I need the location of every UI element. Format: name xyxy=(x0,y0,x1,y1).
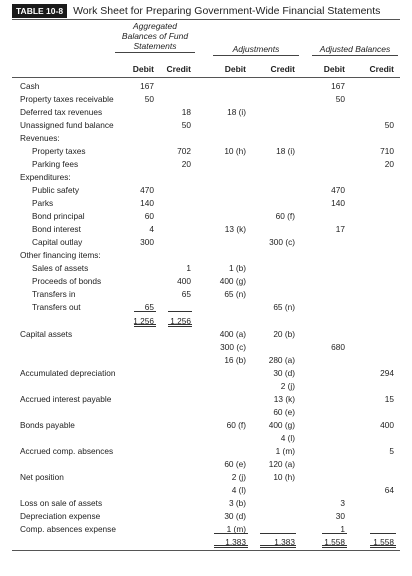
row-label: Sales of assets xyxy=(32,263,89,273)
row-label: Expenditures: xyxy=(20,172,71,182)
cell-c3: 400 (g) xyxy=(219,276,246,286)
row-label: Parking fees xyxy=(32,159,79,169)
table-row xyxy=(0,236,412,248)
total-double-rule xyxy=(134,324,156,327)
cell-c4: 4 (l) xyxy=(280,433,295,443)
cell-c1: 4 xyxy=(149,224,154,234)
table-row xyxy=(0,471,412,483)
row-label: Other financing items: xyxy=(20,250,101,260)
cell-c3: 10 (h) xyxy=(224,146,246,156)
cell-c5: 140 xyxy=(331,198,345,208)
cell-c5: 680 xyxy=(331,342,345,352)
cell-c4: 1 (m) xyxy=(275,446,295,456)
table-row xyxy=(0,171,412,183)
cell-c6: 1,558 xyxy=(373,537,394,547)
cell-c2: 1 xyxy=(186,263,191,273)
total-double-rule xyxy=(322,545,347,548)
cell-c1: 300 xyxy=(140,237,154,247)
cell-c1: 50 xyxy=(144,94,154,104)
cell-c6: 15 xyxy=(384,394,394,404)
col-adjustments-credit: Credit xyxy=(270,64,295,74)
subtotal-rule xyxy=(168,311,192,312)
table-row xyxy=(0,132,412,144)
table-row xyxy=(0,197,412,209)
bottom-rule xyxy=(12,550,400,551)
row-label: Public safety xyxy=(32,185,80,195)
cell-c6: 20 xyxy=(384,159,394,169)
table-row xyxy=(0,262,412,274)
cell-c5: 1 xyxy=(340,524,345,534)
cell-c4: 10 (h) xyxy=(273,472,295,482)
cell-c3: 1 (m) xyxy=(226,524,246,534)
row-label: Parks xyxy=(32,198,54,208)
cell-c4: 20 (b) xyxy=(273,329,295,339)
cell-c4: 60 (f) xyxy=(275,211,295,221)
table-row xyxy=(0,80,412,92)
table-row xyxy=(0,523,412,535)
row-label: Bond interest xyxy=(32,224,81,234)
cell-c4: 2 (j) xyxy=(280,381,295,391)
cell-c4: 60 (e) xyxy=(273,407,295,417)
cell-c4: 65 (n) xyxy=(273,302,295,312)
cell-c5: 50 xyxy=(335,94,345,104)
table-row xyxy=(0,380,412,392)
row-label: Net position xyxy=(20,472,64,482)
table-row xyxy=(0,497,412,509)
row-label: Bond principal xyxy=(32,211,85,221)
total-double-rule xyxy=(214,545,248,548)
col-aggregated-credit: Credit xyxy=(166,64,191,74)
cell-c4: 18 (i) xyxy=(276,146,295,156)
table-number-badge: TABLE 10-8 xyxy=(12,4,67,18)
cell-c4: 1,383 xyxy=(274,537,295,547)
cell-c3: 1,383 xyxy=(225,537,246,547)
row-label: Bonds payable xyxy=(20,420,75,430)
row-label: Property taxes xyxy=(32,146,86,156)
row-label: Deferred tax revenues xyxy=(20,107,103,117)
cell-c3: 400 (a) xyxy=(219,329,246,339)
row-label: Capital assets xyxy=(20,329,73,339)
table-row xyxy=(0,145,412,157)
cell-c2: 18 xyxy=(181,107,191,117)
cell-c1: 60 xyxy=(144,211,154,221)
row-label: Capital outlay xyxy=(32,237,83,247)
row-label: Comp. absences expense xyxy=(20,524,116,534)
cell-c1: 1,256 xyxy=(133,316,154,326)
row-label: Transfers out xyxy=(32,302,81,312)
row-label: Loss on sale of assets xyxy=(20,498,103,508)
cell-c3: 16 (b) xyxy=(224,355,246,365)
table-row xyxy=(0,223,412,235)
subtotal-rule xyxy=(260,533,296,534)
table-row xyxy=(0,288,412,300)
subtotal-rule xyxy=(134,311,156,312)
group-aggregated-header: Aggregated Balances of Fund Statements xyxy=(115,21,195,53)
title-rule xyxy=(12,19,400,20)
table-row xyxy=(0,458,412,470)
table-row xyxy=(0,184,412,196)
row-label: Proceeds of bonds xyxy=(32,276,102,286)
cell-c3: 65 (n) xyxy=(224,289,246,299)
table-row xyxy=(0,432,412,444)
table-row xyxy=(0,93,412,105)
total-double-rule xyxy=(260,545,296,548)
cell-c2: 50 xyxy=(181,120,191,130)
cell-c3: 60 (e) xyxy=(224,459,246,469)
cell-c4: 400 (g) xyxy=(268,420,295,430)
cell-c3: 30 (d) xyxy=(224,511,246,521)
table-row xyxy=(0,301,412,313)
table-row xyxy=(0,367,412,379)
cell-c3: 4 (l) xyxy=(231,485,246,495)
cell-c1: 140 xyxy=(140,198,154,208)
cell-c6: 64 xyxy=(384,485,394,495)
cell-c2: 65 xyxy=(181,289,191,299)
cell-c4: 30 (d) xyxy=(273,368,295,378)
col-adjusted-debit: Debit xyxy=(323,64,345,74)
row-label: Accrued comp. absences xyxy=(20,446,114,456)
cell-c6: 50 xyxy=(384,120,394,130)
table-row xyxy=(0,536,412,548)
cell-c4: 120 (a) xyxy=(268,459,295,469)
table-row xyxy=(0,445,412,457)
total-double-rule xyxy=(370,545,396,548)
cell-c1: 470 xyxy=(140,185,154,195)
cell-c4: 300 (c) xyxy=(269,237,295,247)
cell-c4: 13 (k) xyxy=(273,394,295,404)
col-adjustments-debit: Debit xyxy=(224,64,246,74)
row-label: Accrued interest payable xyxy=(20,394,112,404)
row-label: Revenues: xyxy=(20,133,60,143)
col-adjusted-credit: Credit xyxy=(369,64,394,74)
table-row xyxy=(0,341,412,353)
cell-c3: 1 (b) xyxy=(228,263,246,273)
row-label: Property taxes receivable xyxy=(20,94,114,104)
total-double-rule xyxy=(168,324,192,327)
group-adjustments-header: Adjustments xyxy=(213,44,299,56)
table-row xyxy=(0,354,412,366)
cell-c1: 65 xyxy=(144,302,154,312)
cell-c3: 300 (c) xyxy=(220,342,246,352)
group-adjusted-header: Adjusted Balances xyxy=(312,44,398,56)
cell-c6: 5 xyxy=(389,446,394,456)
cell-c3: 3 (b) xyxy=(228,498,246,508)
cell-c5: 470 xyxy=(331,185,345,195)
cell-c2: 702 xyxy=(177,146,191,156)
table-row xyxy=(0,328,412,340)
table-row xyxy=(0,249,412,261)
col-aggregated-debit: Debit xyxy=(132,64,154,74)
cell-c1: 167 xyxy=(140,81,154,91)
cell-c3: 60 (f) xyxy=(226,420,246,430)
header-rule xyxy=(12,77,400,78)
cell-c5: 167 xyxy=(331,81,345,91)
table-row xyxy=(0,106,412,118)
row-label: Cash xyxy=(20,81,40,91)
subtotal-rule xyxy=(322,533,347,534)
row-label: Depreciation expense xyxy=(20,511,101,521)
cell-c2: 20 xyxy=(181,159,191,169)
cell-c5: 1,558 xyxy=(324,537,345,547)
row-label: Unassigned fund balance xyxy=(20,120,114,130)
cell-c5: 30 xyxy=(335,511,345,521)
row-label: Accumulated depreciation xyxy=(20,368,116,378)
table-title: Work Sheet for Preparing Government-Wide Financial Statements xyxy=(73,5,381,17)
cell-c2: 1,256 xyxy=(170,316,191,326)
subtotal-rule xyxy=(214,533,248,534)
table-row xyxy=(0,393,412,405)
table-row xyxy=(0,119,412,131)
cell-c3: 18 (i) xyxy=(227,107,246,117)
cell-c6: 294 xyxy=(380,368,394,378)
cell-c3: 13 (k) xyxy=(224,224,246,234)
table-row xyxy=(0,484,412,496)
table-row xyxy=(0,210,412,222)
table-row xyxy=(0,315,412,327)
table-caption xyxy=(12,4,380,18)
cell-c5: 17 xyxy=(335,224,345,234)
cell-c2: 400 xyxy=(177,276,191,286)
table-row xyxy=(0,275,412,287)
cell-c3: 2 (j) xyxy=(231,472,246,482)
table-row xyxy=(0,158,412,170)
table-row xyxy=(0,406,412,418)
table-row xyxy=(0,510,412,522)
cell-c6: 710 xyxy=(380,146,394,156)
cell-c5: 3 xyxy=(340,498,345,508)
cell-c4: 280 (a) xyxy=(268,355,295,365)
table-row xyxy=(0,419,412,431)
cell-c6: 400 xyxy=(380,420,394,430)
row-label: Transfers in xyxy=(32,289,76,299)
subtotal-rule xyxy=(370,533,396,534)
